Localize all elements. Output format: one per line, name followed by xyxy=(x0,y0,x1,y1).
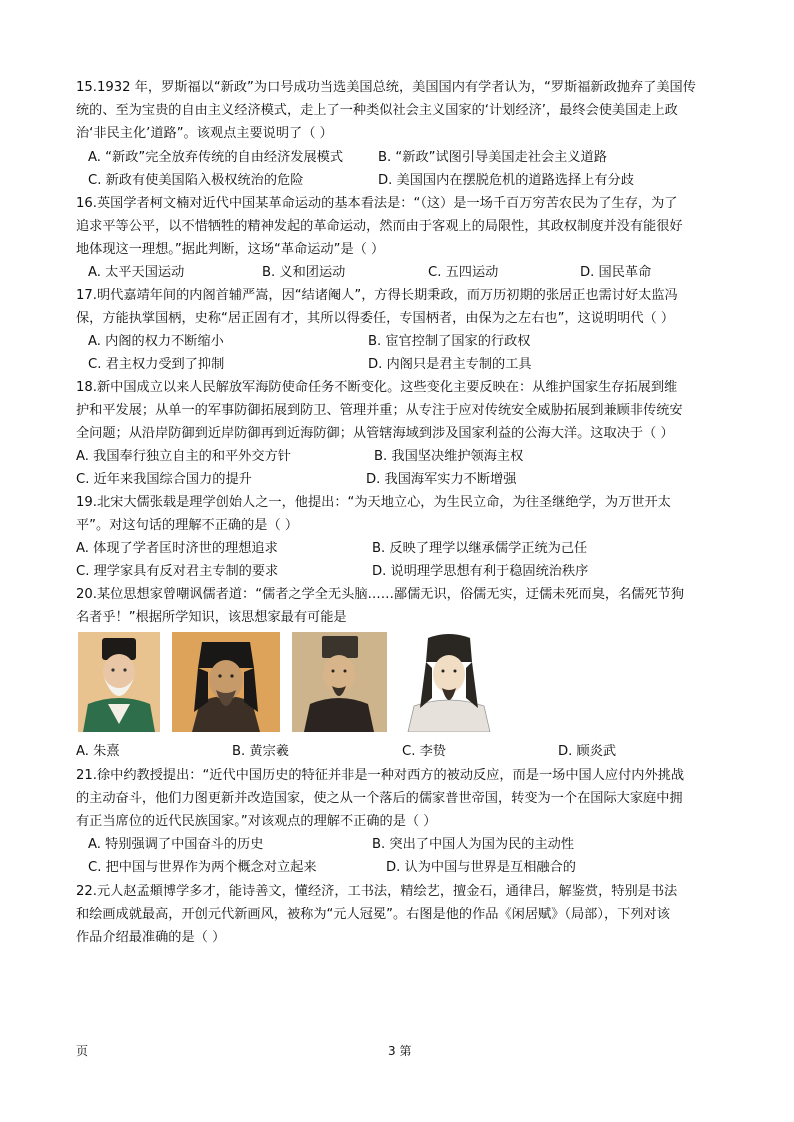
option-c[interactable]: C. 君主权力受到了抑制 xyxy=(88,357,225,372)
option-c[interactable]: C. 五四运动 xyxy=(428,265,499,280)
question-15 xyxy=(76,76,726,145)
question-17-line-1: 17.明代嘉靖年间的内阁首辅严嵩，因“结诸阉人”，方得长期秉政，而万历初期的张居正也需讨好太监冯 xyxy=(76,288,678,303)
option-c[interactable]: C. 李贽 xyxy=(402,744,446,759)
page-number: 3 第 xyxy=(388,1044,412,1058)
option-c[interactable]: C. 近年来我国综合国力的提升 xyxy=(76,472,252,487)
question-17-line-2: 保，方能执掌国柄，史称“居正固有才，其所以得委任，专国柄者，由保为之左右也”，这说明明代（ ） xyxy=(76,311,675,326)
option-a[interactable]: A. “新政”完全放弃传统的自由经济发展模式 xyxy=(88,150,344,165)
portrait-li-zhi xyxy=(292,632,387,732)
portrait-zhu-xi xyxy=(78,632,160,732)
question-21 xyxy=(76,764,726,833)
question-20 xyxy=(76,583,726,629)
option-b[interactable]: B. 宦官控制了国家的行政权 xyxy=(368,334,531,349)
option-a[interactable]: A. 太平天国运动 xyxy=(88,265,185,280)
question-20-line-1: 20.某位思想家曾嘲讽儒者道：“儒者之学全无头脑……鄙儒无识，俗儒无实，迂儒未死而臭，名儒死节狗 xyxy=(76,587,685,602)
question-21-line-2: 的主动奋斗，他们力图更新并改造国家，使之从一个落后的儒家普世帝国，转变为一个在国际大家庭中拥 xyxy=(76,791,683,806)
question-15-line-3: 治‘非民主化’道路”。该观点主要说明了（ ） xyxy=(76,126,333,141)
question-18-line-2: 护和平发展；从单一的军事防御拓展到防卫、管理并重；从专注于应对传统安全威胁拓展到兼顾非传统安 xyxy=(76,403,683,418)
option-b[interactable]: B. 黄宗羲 xyxy=(232,744,289,759)
option-a[interactable]: A. 特别强调了中国奋斗的历史 xyxy=(88,837,264,852)
option-d[interactable]: D. 国民革命 xyxy=(580,265,652,280)
question-18-line-1: 18.新中国成立以来人民解放军海防使命任务不断变化。这些变化主要反映在：从维护国家生存拓展到维 xyxy=(76,380,678,395)
option-a[interactable]: A. 体现了学者匡时济世的理想追求 xyxy=(76,541,278,556)
question-16-line-1: 16.英国学者柯文楠对近代中国某革命运动的基本看法是：“（这）是一场千百万穷苦农民为了生存，为了 xyxy=(76,196,678,211)
question-15-line-1: 15.1932 年，罗斯福以“新政”为口号成功当选美国总统，美国国内有学者认为，“罗斯福新政抛弃了美国传 xyxy=(76,80,696,95)
portrait-gu-yanwu xyxy=(398,632,500,732)
option-b[interactable]: B. 我国坚决维护领海主权 xyxy=(374,449,524,464)
option-c[interactable]: C. 理学家具有反对君主专制的要求 xyxy=(76,564,279,579)
option-d[interactable]: D. 我国海军实力不断增强 xyxy=(366,472,517,487)
question-18-line-3: 全问题；从沿岸防御到近岸防御再到近海防御；从管辖海域到涉及国家利益的公海大洋。这取决于（ ） xyxy=(76,426,674,441)
question-19-line-2: 平”。对这句话的理解不正确的是（ ） xyxy=(76,518,299,533)
portrait-huang-zongxi xyxy=(172,632,280,732)
option-b[interactable]: B. 义和团运动 xyxy=(262,265,346,280)
option-b[interactable]: B. 反映了理学以继承儒学正统为己任 xyxy=(372,541,588,556)
question-15-line-2: 统的、至为宝贵的自由主义经济模式，走上了一种类似社会主义国家的‘计划经济’，最终会使美国走上政 xyxy=(76,103,678,118)
question-20-line-2: 名者乎！”根据所学知识，该思想家最有可能是 xyxy=(76,610,347,625)
question-18 xyxy=(76,376,726,445)
question-19 xyxy=(76,491,726,537)
option-b[interactable]: B. “新政”试图引导美国走社会主义道路 xyxy=(378,150,607,165)
question-16 xyxy=(76,192,726,261)
option-a[interactable]: A. 朱熹 xyxy=(76,744,120,759)
option-d[interactable]: D. 顾炎武 xyxy=(558,744,617,759)
question-17 xyxy=(76,284,726,330)
option-d[interactable]: D. 内阁只是君主专制的工具 xyxy=(368,357,532,372)
question-16-line-3: 地体现这一理想。”据此判断，这场“革命运动”是（ ） xyxy=(76,242,385,257)
option-a[interactable]: A. 内阁的权力不断缩小 xyxy=(88,334,224,349)
question-22-line-3: 作品介绍最准确的是（ ） xyxy=(76,930,226,945)
question-22-line-1: 22.元人赵孟頫博学多才，能诗善文，懂经济，工书法，精绘艺，擅金石，通律吕，解鉴赏，特别是书法 xyxy=(76,884,678,899)
option-c[interactable]: C. 新政有使美国陷入极权统治的危险 xyxy=(88,173,304,188)
footer-left: 页 xyxy=(76,1044,89,1058)
option-d[interactable]: D. 说明理学思想有利于稳固统治秩序 xyxy=(372,564,589,579)
option-c[interactable]: C. 把中国与世界作为两个概念对立起来 xyxy=(88,860,317,875)
question-19-line-1: 19.北宋大儒张载是理学创始人之一，他提出：“为天地立心，为生民立命，为往圣继绝学，为万世开太 xyxy=(76,495,671,510)
option-d[interactable]: D. 美国国内在摆脱危机的道路选择上有分歧 xyxy=(378,173,634,188)
question-21-line-3: 有正当席位的近代民族国家。”对该观点的理解不正确的是（ ） xyxy=(76,814,437,829)
option-a[interactable]: A. 我国奉行独立自主的和平外交方针 xyxy=(76,449,291,464)
option-d[interactable]: D. 认为中国与世界是互相融合的 xyxy=(386,860,576,875)
question-22 xyxy=(76,880,726,949)
question-22-line-2: 和绘画成就最高，开创元代新画风，被称为“元人冠冕”。右图是他的作品《闲居赋》（局部），下列对该 xyxy=(76,907,670,922)
question-16-line-2: 追求平等公平，以不惜牺牲的精神发起的革命运动，然而由于客观上的局限性，其政权制度并没有能很好 xyxy=(76,219,683,234)
option-b[interactable]: B. 突出了中国人为国为民的主动性 xyxy=(372,837,575,852)
question-21-line-1: 21.徐中约教授提出：“近代中国历史的特征并非是一种对西方的被动反应，而是一场中国人应付内外挑战 xyxy=(76,768,685,783)
